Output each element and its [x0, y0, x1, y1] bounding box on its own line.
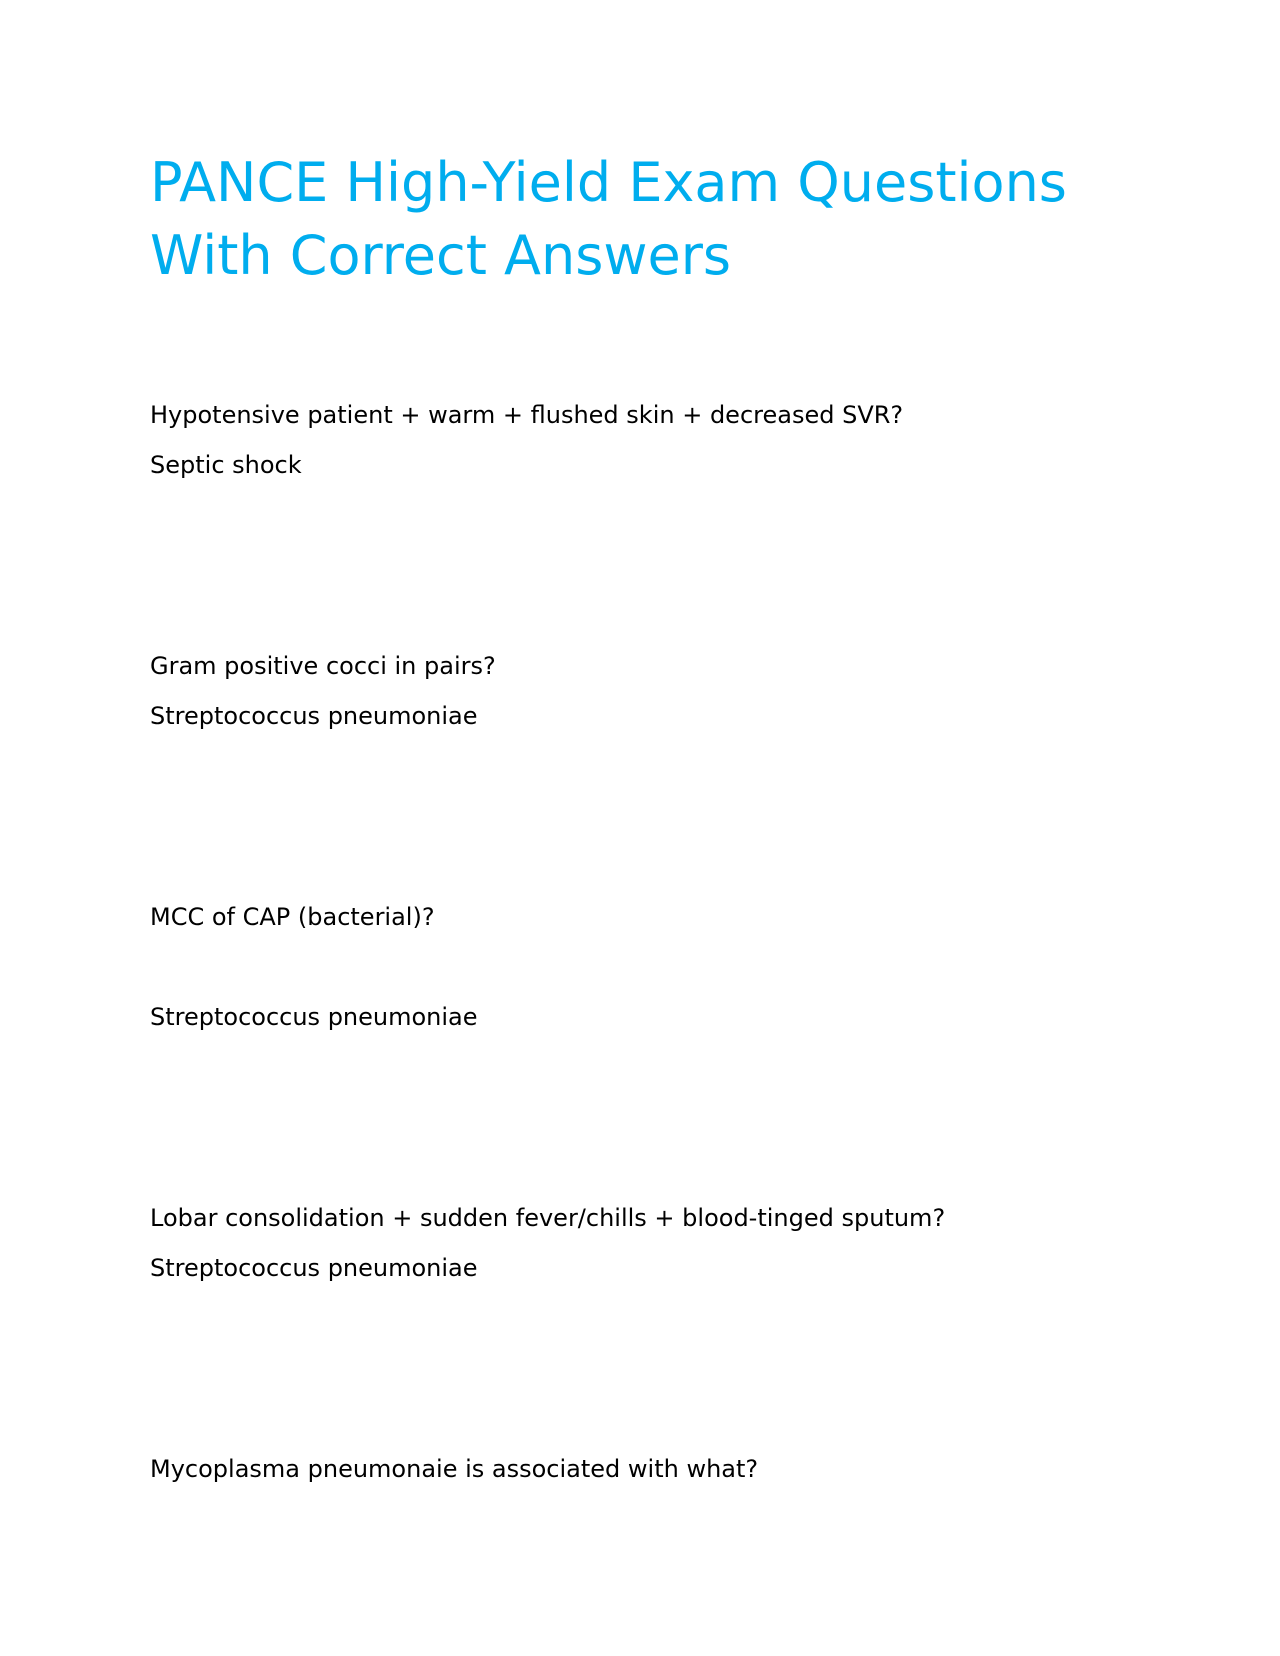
question-5: Mycoplasma pneumonaie is associated with what?	[150, 1455, 759, 1483]
question-3: MCC of CAP (bacterial)?	[150, 903, 435, 931]
answer-1: Septic shock	[150, 451, 302, 479]
question-4: Lobar consolidation + sudden fever/chills + blood-tinged sputum?	[150, 1204, 946, 1232]
question-2: Gram positive cocci in pairs?	[150, 652, 496, 680]
document-title: PANCE High-Yield Exam Questions With Correct Answers	[150, 151, 1067, 287]
question-1: Hypotensive patient + warm + flushed skin + decreased SVR?	[150, 401, 904, 429]
answer-3: Streptococcus pneumoniae	[150, 1003, 478, 1031]
answer-2: Streptococcus pneumoniae	[150, 702, 478, 730]
answer-4: Streptococcus pneumoniae	[150, 1254, 478, 1282]
